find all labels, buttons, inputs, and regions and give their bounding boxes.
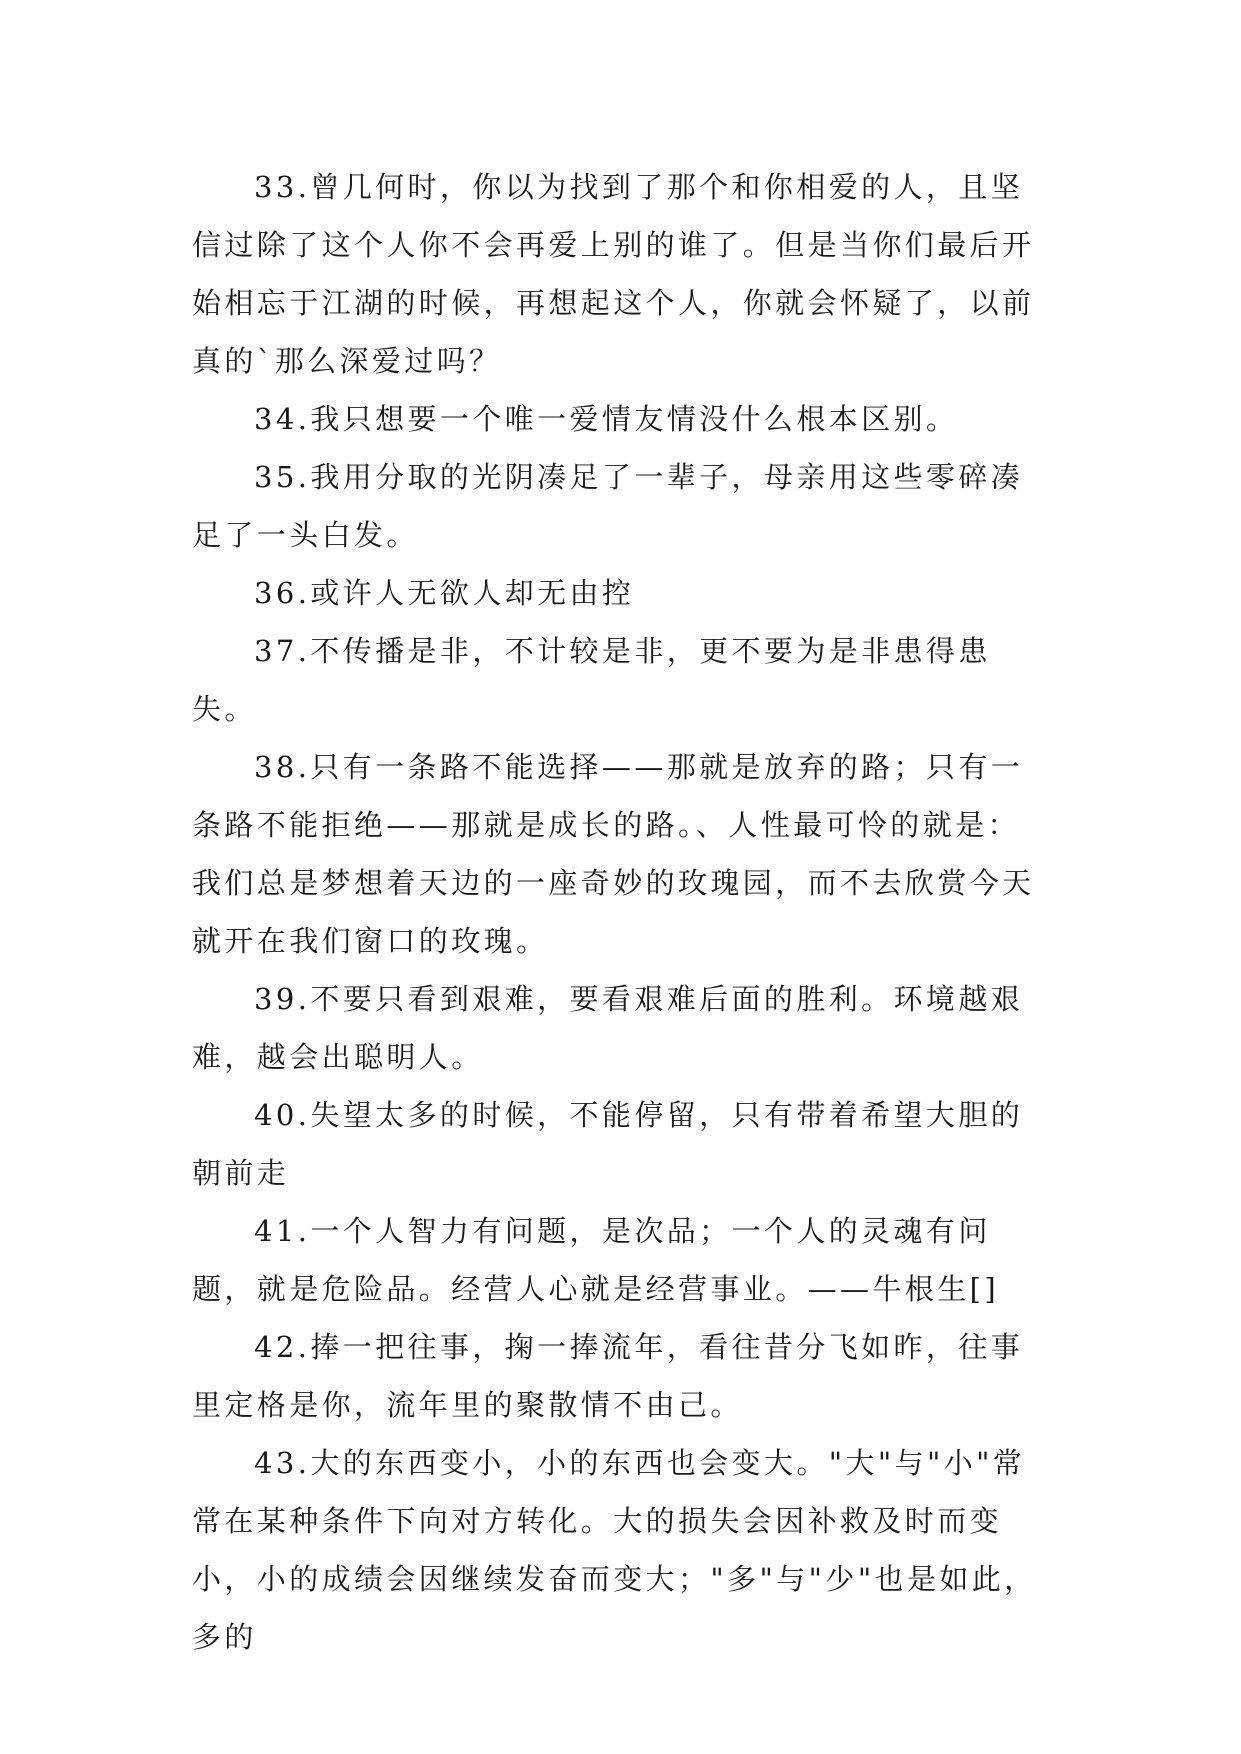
quote-38: 38.只有一条路不能选择——那就是放弃的路；只有一条路不能拒绝——那就是成长的路。、人性最可怜的就是：我们总是梦想着天边的一座奇妙的玫瑰园，而不去欣赏今天就开在我们窗口的玫瑰。: [192, 750, 1035, 958]
quote-35: 35.我用分取的光阴凑足了一辈子，母亲用这些零碎凑足了一头白发。: [192, 460, 1024, 552]
quote-list: [192, 158, 1052, 1666]
quote-40: 40.失望太多的时候，不能停留，只有带着希望大胆的朝前走: [192, 1098, 1024, 1190]
quote-33: 33.曾几何时，你以为找到了那个和你相爱的人，且坚信过除了这个人你不会再爱上别的谁了。但是当你们最后开始相忘于江湖的时候，再想起这个人，你就会怀疑了，以前真的`那么深爱过吗？: [192, 170, 1035, 378]
quote-41: 41.一个人智力有问题，是次品；一个人的灵魂有问题，就是危险品。经营人心就是经营事业。——牛根生[]: [192, 1214, 1000, 1306]
quote-36: 36.或许人无欲人却无由控: [254, 576, 635, 610]
quote-43: 43.大的东西变小，小的东西也会变大。"大"与"小"常常在某种条件下向对方转化。大的损失会因补救及时而变小，小的成绩会因继续发奋而变大；"多"与"少"也是如此，多的: [192, 1446, 1037, 1654]
quote-37: 37.不传播是非，不计较是非，更不要为是非患得患失。: [192, 634, 991, 726]
quote-39: 39.不要只看到艰难，要看艰难后面的胜利。环境越艰难，越会出聪明人。: [192, 982, 1024, 1074]
quote-34: 34.我只想要一个唯一爱情友情没什么根本区别。: [254, 402, 959, 436]
quote-42: 42.捧一把往事，掬一捧流年，看往昔分飞如昨，往事里定格是你，流年里的聚散情不由己。: [192, 1330, 1024, 1422]
